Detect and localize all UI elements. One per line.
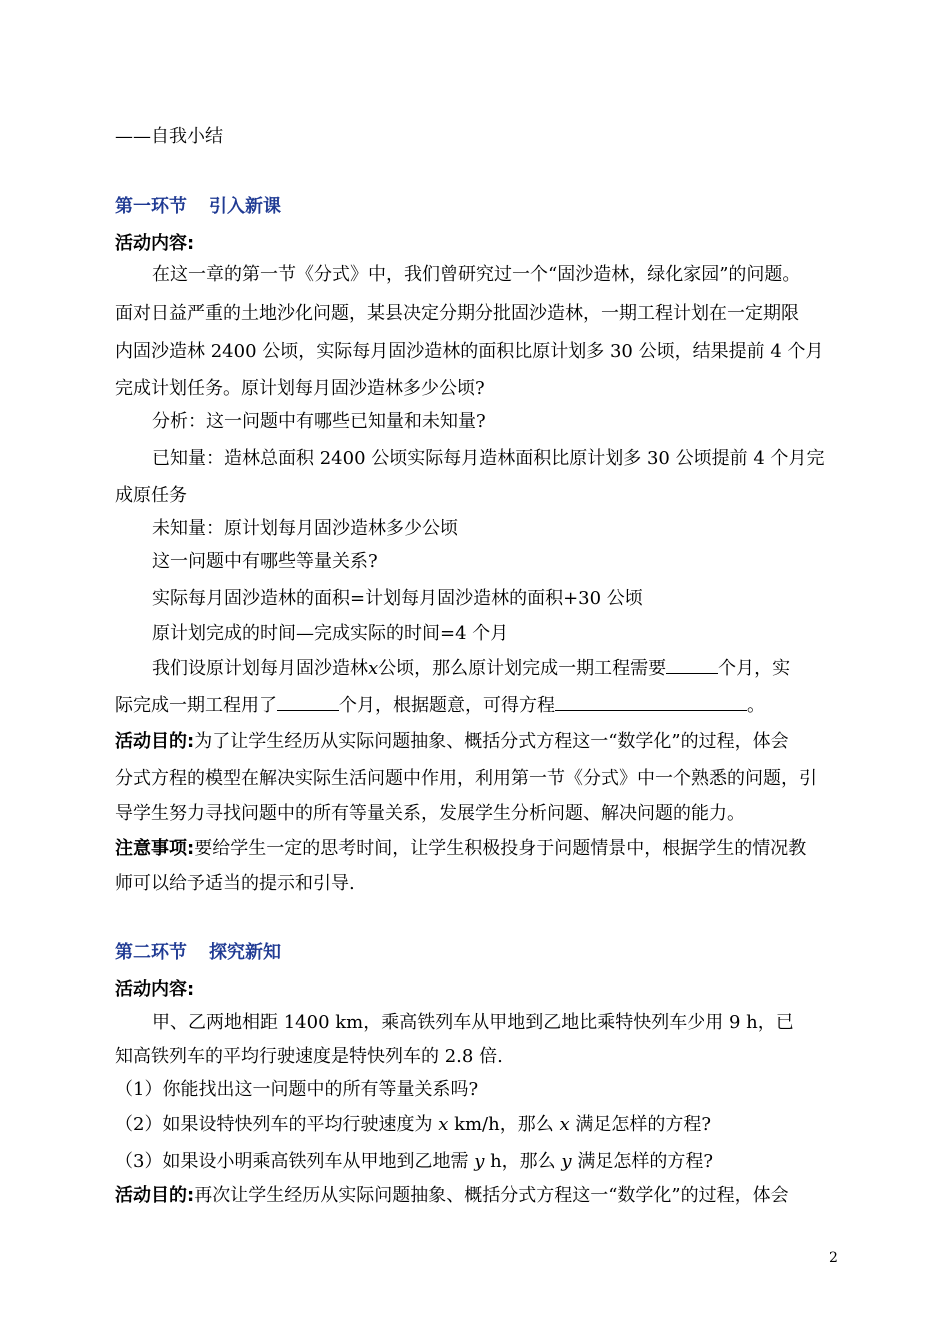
section1-purpose-line3: 导学生努力寻找问题中的所有等量关系，发展学生分析问题、解决问题的能力。 (115, 803, 745, 824)
section1-purpose-label: 活动目的: (115, 731, 195, 752)
setup-variable: x (368, 658, 379, 679)
section2-heading-number: 第二环节 (115, 942, 187, 963)
self-summary: ——自我小结 (115, 126, 223, 147)
blank-months-actual (277, 694, 339, 711)
section1-purpose-line2: 分式方程的模型在解决实际生活问题中作用，利用第一节《分式》中一个熟悉的问题，引 (115, 768, 817, 789)
section2-purpose-line1 (115, 1185, 789, 1207)
section2-purpose-label: 活动目的: (115, 1185, 195, 1206)
q3-variable2: y (561, 1151, 572, 1172)
section1-purpose-text1: 为了让学生经历从实际问题抽象、概括分式方程这一“数学化”的过程，体会 (194, 731, 789, 752)
section1-heading-number: 第一环节 (115, 196, 187, 217)
section1-unknown: 未知量：原计划每月固沙造林多少公顷 (152, 518, 458, 539)
page-number: 2 (829, 1250, 838, 1266)
q2-text-a: （2）如果设特快列车的平均行驶速度为 (115, 1114, 433, 1135)
section1-heading (115, 196, 281, 218)
setup2-text-c: 。 (747, 695, 765, 716)
section2-heading (115, 942, 281, 964)
q2-variable: x (438, 1114, 449, 1135)
section1-para1-line3: 内固沙造林 2400 公顷，实际每月固沙造林的面积比原计划多 30 公顷，结果提前 4 个月 (115, 341, 824, 362)
setup2-text-a: 际完成一期工程用了 (115, 695, 277, 716)
section2-question1: （1）你能找出这一问题中的所有等量关系吗? (115, 1079, 479, 1100)
section1-question-eq: 这一问题中有哪些等量关系? (152, 551, 378, 572)
blank-equation (555, 694, 747, 711)
q3-text-b: h，那么 (490, 1151, 556, 1172)
section2-heading-title: 探究新知 (209, 942, 281, 963)
section2-purpose-text: 再次让学生经历从实际问题抽象、概括分式方程这一“数学化”的过程，体会 (194, 1185, 789, 1206)
blank-months-planned (666, 657, 718, 674)
section1-note-label: 注意事项: (115, 838, 195, 859)
section1-para1-line2: 面对日益严重的土地沙化问题，某县决定分期分批固沙造林，一期工程计划在一定期限 (115, 303, 799, 324)
section1-purpose-line1 (115, 731, 789, 753)
q3-variable: y (474, 1151, 485, 1172)
section1-content-label: 活动内容: (115, 233, 195, 254)
section2-para1-line1: 甲、乙两地相距 1400 km，乘高铁列车从甲地到乙地比乘特快列车少用 9 h，已 (152, 1012, 794, 1033)
q2-text-c: 满足怎样的方程? (575, 1114, 711, 1135)
setup2-text-b: 个月，根据题意，可得方程 (339, 695, 555, 716)
section1-para1-line4: 完成计划任务。原计划每月固沙造林多少公顷? (115, 378, 485, 399)
section1-note-line1 (115, 838, 806, 860)
section1-analysis: 分析：这一问题中有哪些已知量和未知量? (152, 411, 486, 432)
section1-note-text1: 要给学生一定的思考时间，让学生积极投身于问题情景中，根据学生的情况教 (194, 838, 807, 859)
q3-text-a: （3）如果设小明乘高铁列车从甲地到乙地需 (115, 1151, 469, 1172)
section1-known-line1: 已知量：造林总面积 2400 公顷实际每月造林面积比原计划多 30 公顷提前 4 个月完 (152, 448, 825, 469)
q2-variable2: x (559, 1114, 570, 1135)
section2-question3 (115, 1151, 713, 1173)
section1-relation1: 实际每月固沙造林的面积=计划每月固沙造林的面积+30 公顷 (152, 588, 643, 609)
section1-para1-line1: 在这一章的第一节《分式》中，我们曾研究过一个“固沙造林，绿化家园”的问题。 (152, 264, 801, 285)
section2-question2 (115, 1114, 711, 1136)
section2-para1-line2: 知高铁列车的平均行驶速度是特快列车的 2.8 倍. (115, 1046, 503, 1067)
section1-heading-title: 引入新课 (209, 196, 281, 217)
section1-setup-line1 (152, 657, 790, 680)
section1-note-line2: 师可以给予适当的提示和引导. (115, 873, 355, 894)
setup-text-b: 公顷，那么原计划完成一期工程需要 (378, 658, 667, 679)
q3-text-c: 满足怎样的方程? (577, 1151, 713, 1172)
q2-text-b: km/h，那么 (454, 1114, 554, 1135)
section1-known-line2: 成原任务 (115, 485, 187, 506)
section2-content-label: 活动内容: (115, 979, 195, 1000)
setup-text-a: 我们设原计划每月固沙造林 (152, 658, 368, 679)
section1-relation2: 原计划完成的时间—完成实际的时间=4 个月 (152, 623, 509, 644)
setup-text-c: 个月，实 (718, 658, 791, 679)
section1-setup-line2 (115, 694, 765, 717)
